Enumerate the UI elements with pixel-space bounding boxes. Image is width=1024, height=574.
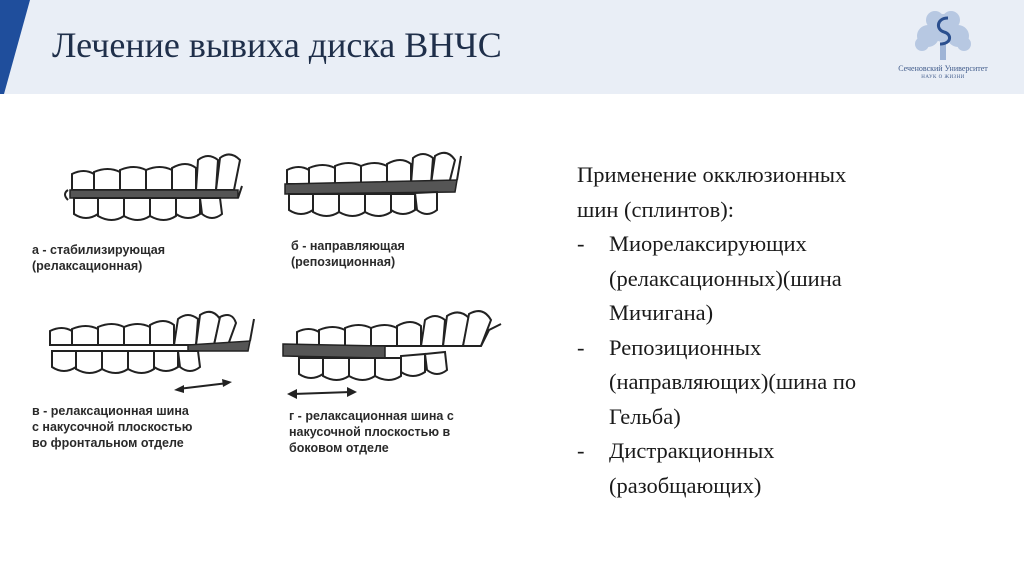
panel-b-caption-line1: б - направляющая <box>291 239 405 253</box>
intro-line2: шин (сплинтов): <box>577 196 735 222</box>
panel-c-caption-line2: с накусочной плоскостью <box>32 420 193 434</box>
intro-text <box>577 158 977 227</box>
list-item-line1: Дистракционных <box>609 438 775 463</box>
list-item <box>577 227 977 331</box>
panel-c-caption-line3: во фронтальном отделе <box>32 436 184 450</box>
panel-c-caption <box>32 403 192 451</box>
panel-d-caption <box>289 408 454 456</box>
slide-title: Лечение вывиха диска ВНЧС <box>52 25 502 65</box>
list-item-line3: Мичигана) <box>609 300 714 325</box>
panel-b-repositioning-splint <box>275 150 515 285</box>
panel-d-lateral-bite-plane-splint <box>275 300 535 470</box>
list-item-line2: (направляющих)(шина по <box>609 369 857 394</box>
university-logo <box>884 10 1002 88</box>
logo-motto: НАУК О ЖИЗНИ <box>921 75 965 80</box>
list-item-line2: (разобщающих) <box>609 472 762 498</box>
panel-c-caption-line1: в - релаксационная шина <box>32 404 189 418</box>
list-item-line1: Репозиционных <box>609 334 762 360</box>
header-accent-stripe <box>0 0 30 94</box>
list-item <box>577 434 977 503</box>
panel-a-caption-line1: а - стабилизирующая <box>32 243 166 257</box>
double-arrow-icon <box>174 379 232 393</box>
list-item-line3: Гельба) <box>609 403 681 429</box>
panel-a-stabilizing-splint <box>28 150 268 285</box>
list-item-line2: (релаксационных)(шина <box>609 265 842 291</box>
panel-d-caption-line2: накусочной плоскостью в <box>289 425 451 439</box>
panel-b-caption <box>291 238 405 270</box>
list-dash: - <box>577 334 585 360</box>
list-dash: - <box>577 438 585 463</box>
panel-c-frontal-bite-plane-splint <box>28 305 268 465</box>
splint-types-list <box>577 227 977 503</box>
teeth-with-splint-illustration <box>275 150 515 240</box>
panel-a-caption <box>32 242 165 274</box>
teeth-with-splint-illustration <box>28 150 268 240</box>
slide-header <box>0 0 1024 94</box>
teeth-with-splint-illustration <box>275 300 535 404</box>
teeth-with-splint-illustration <box>28 305 268 401</box>
splint-types-text <box>577 158 977 503</box>
sechenov-tree-logo-icon <box>884 10 1002 64</box>
panel-b-caption-line2: (репозиционная) <box>291 255 396 269</box>
double-arrow-icon <box>287 387 357 399</box>
panel-a-caption-line2: (релаксационная) <box>32 259 143 273</box>
panel-d-caption-line3: боковом отделе <box>289 441 389 455</box>
list-dash: - <box>577 231 585 256</box>
list-item-line1: Миорелаксирующих <box>609 231 807 256</box>
intro-line1: Применение окклюзионных <box>577 162 847 187</box>
list-item <box>577 331 977 435</box>
panel-d-caption-line1: г - релаксационная шина с <box>289 409 454 423</box>
logo-name: Сеченовский Университет <box>898 64 988 73</box>
